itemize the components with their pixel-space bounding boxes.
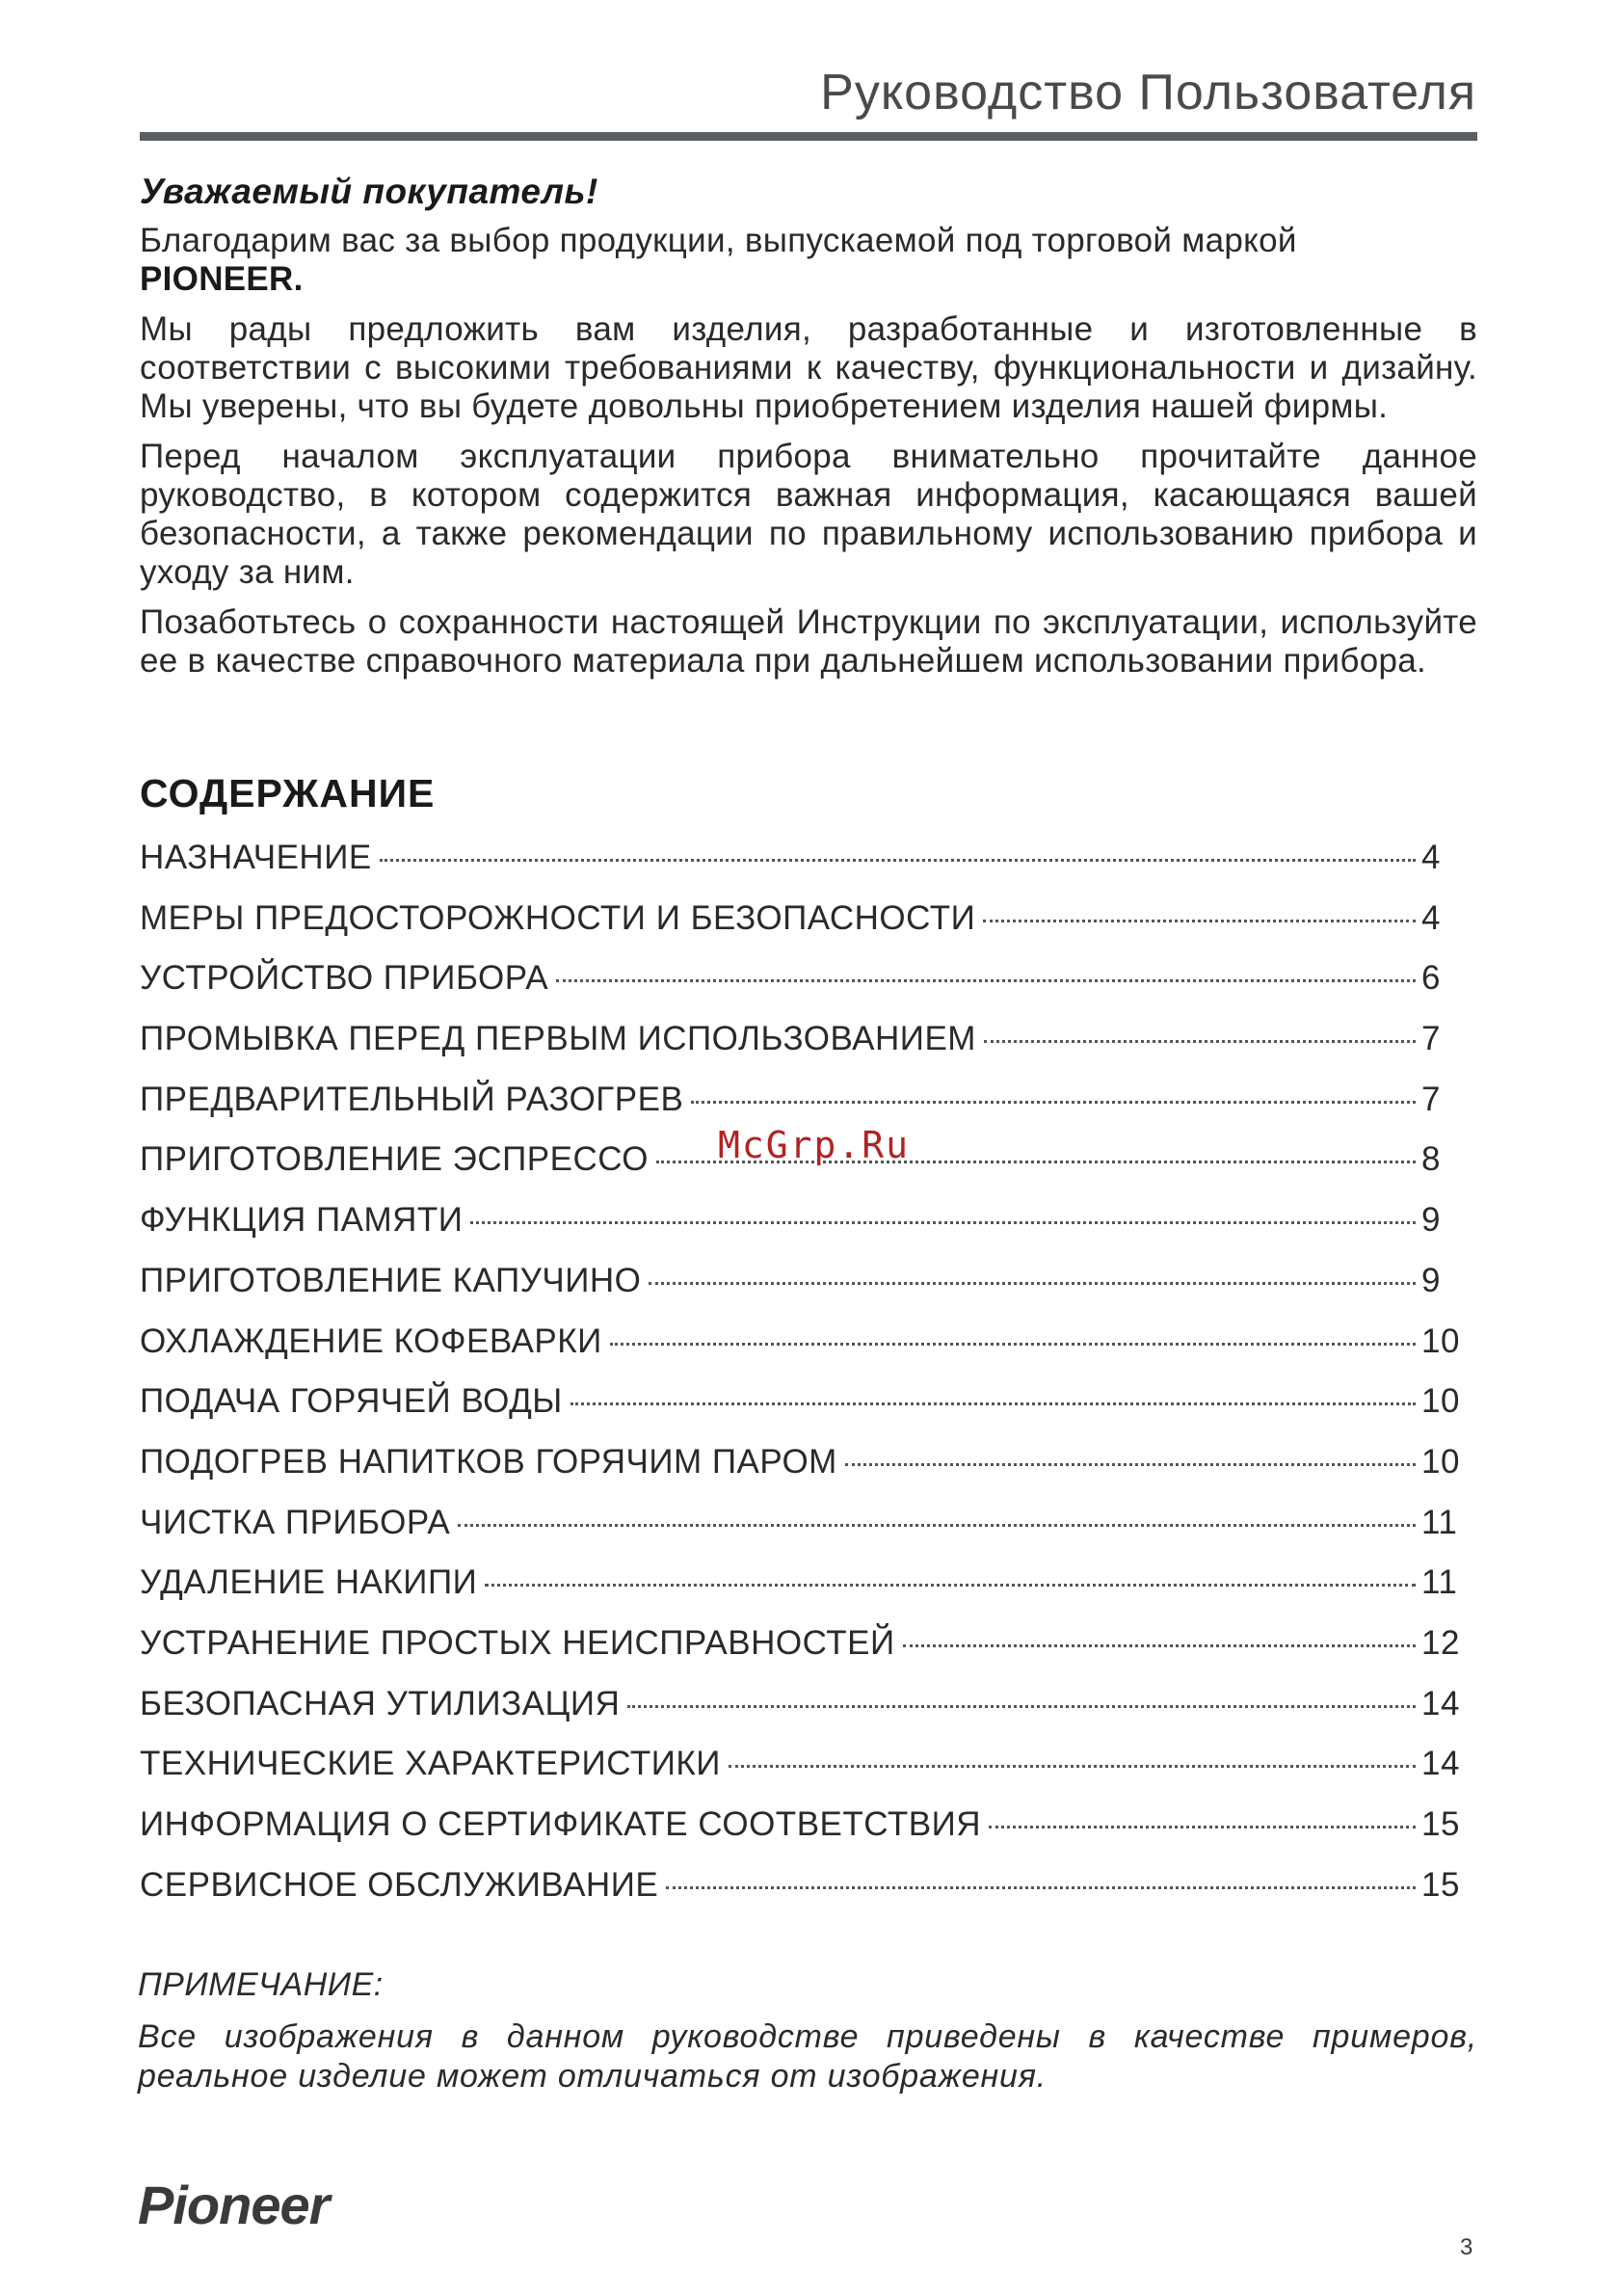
toc-entry: [140, 899, 1470, 960]
toc-dot-leader: [610, 1343, 1416, 1346]
intro-paragraph-1-text: Благодарим вас за выбор продукции, выпускаемой под торговой маркой: [140, 222, 1297, 259]
toc-entry: [140, 1685, 1470, 1746]
toc-entry-page: 4: [1421, 839, 1441, 876]
toc-entry-page: 7: [1421, 1080, 1441, 1118]
toc-entry: [140, 1563, 1470, 1624]
toc-entry: [140, 1201, 1470, 1262]
toc-entry-page: 7: [1421, 1020, 1441, 1058]
toc-dot-leader: [556, 979, 1416, 982]
note-section: [138, 1966, 1477, 2096]
toc-entry-label: ПОДАЧА ГОРЯЧЕЙ ВОДЫ: [140, 1382, 563, 1421]
toc-entry-page: 15: [1421, 1805, 1460, 1843]
toc-dot-leader: [729, 1765, 1416, 1768]
page-number: 3: [1460, 2234, 1473, 2260]
toc-dot-leader: [380, 859, 1416, 862]
toc-entry-label: ПРОМЫВКА ПЕРЕД ПЕРВЫМ ИСПОЛЬЗОВАНИЕМ: [140, 1020, 976, 1058]
header-divider: [140, 132, 1477, 141]
toc-entry-page: 15: [1421, 1865, 1460, 1904]
intro-paragraph-1: [140, 222, 1477, 299]
footer-logo: Pioneer: [138, 2175, 330, 2235]
toc-entry: [140, 1745, 1470, 1805]
toc-dot-leader: [470, 1221, 1416, 1224]
toc-entry: [140, 959, 1470, 1020]
toc-entry-label: ЧИСТКА ПРИБОРА: [140, 1503, 451, 1541]
toc-entry: [140, 1805, 1470, 1866]
toc-entry: [140, 1322, 1470, 1383]
toc-dot-leader: [627, 1705, 1416, 1708]
note-title: ПРИМЕЧАНИЕ:: [138, 1966, 384, 2003]
toc-dot-leader: [485, 1584, 1416, 1587]
toc-entry-label: ПРЕДВАРИТЕЛЬНЫЙ РАЗОГРЕВ: [140, 1080, 684, 1118]
table-of-contents: [140, 839, 1470, 1926]
toc-entry-label: БЕЗОПАСНАЯ УТИЛИЗАЦИЯ: [140, 1684, 621, 1722]
brand-name: PIONEER.: [140, 260, 304, 298]
toc-dot-leader: [845, 1463, 1416, 1466]
toc-entry-label: ИНФОРМАЦИЯ О СЕРТИФИКАТЕ СООТВЕТСТВИЯ: [140, 1805, 982, 1843]
intro-paragraph-4: Позаботьтесь о сохранности настоящей Инструкции по эксплуатации, используйте ее в качестве справочного материала при дальнейшем использовании прибора.: [140, 603, 1477, 680]
toc-dot-leader: [649, 1282, 1416, 1285]
toc-dot-leader: [989, 1826, 1416, 1829]
toc-entry: [140, 1020, 1470, 1081]
toc-heading: СОДЕРЖАНИЕ: [140, 771, 436, 815]
toc-entry-label: ФУНКЦИЯ ПАМЯТИ: [140, 1201, 464, 1240]
toc-entry-label: УДАЛЕНИЕ НАКИПИ: [140, 1563, 478, 1602]
toc-entry-page: 14: [1421, 1745, 1460, 1783]
toc-entry-page: 8: [1421, 1140, 1441, 1179]
intro-section: [140, 172, 1477, 692]
toc-entry-page: 14: [1421, 1684, 1460, 1722]
header-title: Руководство Пользователя: [820, 65, 1476, 120]
toc-entry: [140, 1504, 1470, 1564]
toc-dot-leader: [984, 1040, 1416, 1043]
watermark: McGrp.Ru: [718, 1124, 911, 1166]
toc-entry-page: 11: [1421, 1563, 1458, 1602]
toc-entry-page: 9: [1421, 1201, 1441, 1240]
toc-entry: [140, 839, 1470, 899]
toc-entry-label: МЕРЫ ПРЕДОСТОРОЖНОСТИ И БЕЗОПАСНОСТИ: [140, 898, 976, 937]
toc-entry: [140, 1382, 1470, 1443]
toc-dot-leader: [666, 1886, 1416, 1889]
toc-entry-label: ПОДОГРЕВ НАПИТКОВ ГОРЯЧИМ ПАРОМ: [140, 1442, 837, 1481]
toc-entry-page: 10: [1421, 1442, 1460, 1481]
intro-paragraph-3: Перед началом эксплуатации прибора внимательно прочитайте данное руководство, в котором содержится важная информация, касающаяся вашей безопасности, а также рекомендации по правильному использованию прибора и уходу за ним.: [140, 438, 1477, 591]
toc-dot-leader: [903, 1644, 1416, 1647]
toc-entry-page: 11: [1421, 1503, 1458, 1541]
greeting: Уважаемый покупатель!: [140, 172, 598, 211]
toc-entry-label: ОХЛАЖДЕНИЕ КОФЕВАРКИ: [140, 1322, 602, 1360]
note-text: Все изображения в данном руководстве приведены в качестве примеров, реальное изделие может отличаться от изображения.: [138, 2018, 1477, 2095]
toc-dot-leader: [458, 1524, 1416, 1527]
toc-entry-page: 4: [1421, 898, 1441, 937]
toc-entry-page: 10: [1421, 1322, 1460, 1360]
toc-entry-page: 6: [1421, 959, 1441, 998]
toc-entry: [140, 1624, 1470, 1685]
toc-entry-label: УСТРАНЕНИЕ ПРОСТЫХ НЕИСПРАВНОСТЕЙ: [140, 1623, 895, 1662]
toc-dot-leader: [983, 920, 1416, 922]
toc-entry-label: ТЕХНИЧЕСКИЕ ХАРАКТЕРИСТИКИ: [140, 1745, 721, 1783]
toc-entry-label: СЕРВИСНОЕ ОБСЛУЖИВАНИЕ: [140, 1865, 659, 1904]
toc-dot-leader: [691, 1101, 1416, 1104]
intro-paragraph-2: Мы рады предложить вам изделия, разработанные и изготовленные в соответствии с высокими требованиями к качеству, функциональности и дизайну. Мы уверены, что вы будете довольны приобретением изделия нашей фирмы.: [140, 310, 1477, 425]
toc-entry: [140, 1443, 1470, 1504]
toc-entry-label: ПРИГОТОВЛЕНИЕ КАПУЧИНО: [140, 1261, 642, 1299]
toc-entry-page: 9: [1421, 1261, 1441, 1299]
toc-entry-label: УСТРОЙСТВО ПРИБОРА: [140, 959, 549, 998]
toc-dot-leader: [570, 1402, 1416, 1405]
toc-entry-label: НАЗНАЧЕНИЕ: [140, 839, 372, 876]
toc-entry: [140, 1262, 1470, 1322]
toc-entry-page: 10: [1421, 1382, 1460, 1421]
toc-entry-page: 12: [1421, 1623, 1460, 1662]
toc-entry: [140, 1866, 1470, 1927]
toc-entry-label: ПРИГОТОВЛЕНИЕ ЭСПРЕССО: [140, 1140, 649, 1179]
